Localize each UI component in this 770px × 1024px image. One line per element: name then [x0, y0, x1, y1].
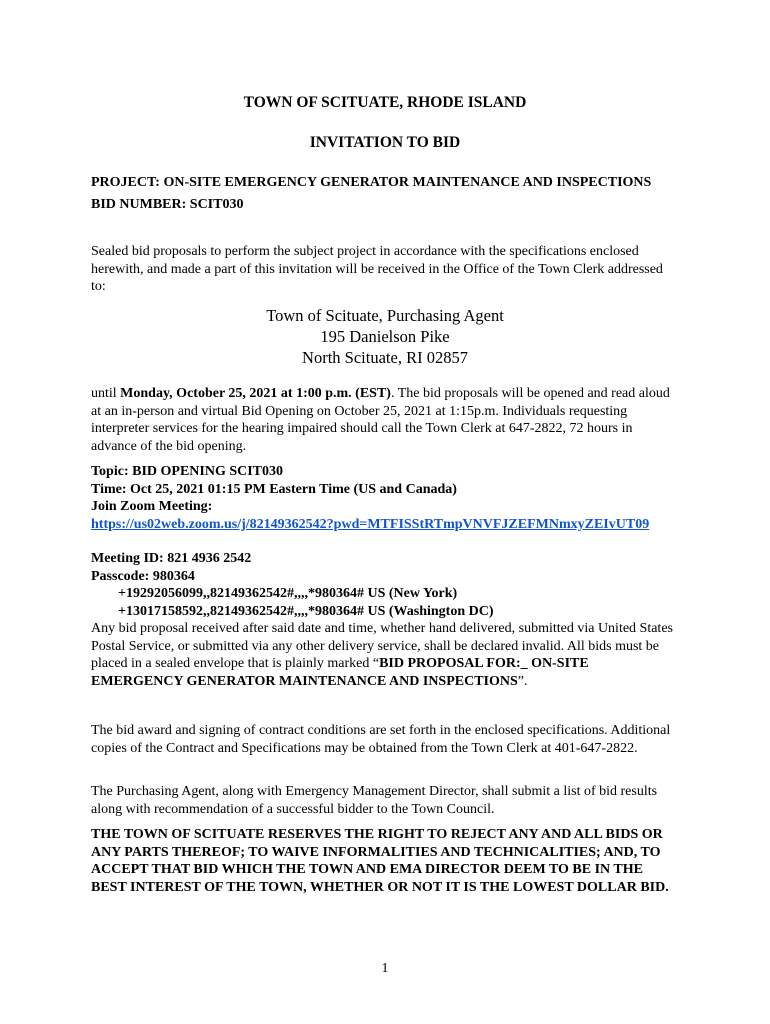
zoom-phone-new-york: +19292056099,,82149362542#,,,,*980364# US (New York)	[118, 586, 458, 601]
reservation-block	[91, 826, 681, 896]
zoom-block	[91, 463, 681, 690]
late-bids-end: ”.	[517, 673, 528, 689]
envelope-marking: BID PROPOSAL FOR:_ ON-SITE EMERGENCY GENERATOR MAINTENANCE AND INSPECTIONS	[91, 656, 589, 689]
purchasing-paragraph: The Purchasing Agent, along with Emergency Management Director, shall submit a list of bid results along with recommendation of a successful bidder to the Town Council.	[91, 784, 658, 817]
address-line-1: Town of Scituate, Purchasing Agent	[266, 306, 504, 325]
zoom-meeting-id: Meeting ID: 821 4936 2542	[91, 551, 252, 566]
deadline-prefix: until	[91, 386, 121, 401]
award-paragraph: The bid award and signing of contract conditions are set forth in the enclosed specifications. Additional copies of the Contract and Specifications may be obtained from the Town Clerk at 401-647-2822.	[91, 723, 671, 756]
address-block	[0, 305, 770, 368]
zoom-passcode: Passcode: 980364	[91, 568, 195, 584]
project-label: PROJECT: ON-SITE EMERGENCY GENERATOR MAINTENANCE AND INSPECTIONS	[91, 175, 652, 190]
late-bids-text: Any bid proposal received after said date and time, whether hand delivered, submitted via United States Postal Service, or submitted via any other delivery service, shall be declared invalid. All bids must be placed in a sealed envelope that is plainly marked “	[91, 621, 673, 671]
purchasing-block	[91, 783, 681, 818]
town-heading: TOWN OF SCITUATE, RHODE ISLAND	[243, 94, 527, 111]
intro-paragraph: Sealed bid proposals to perform the subject project in accordance with the specifications enclosed herewith, and made a part of this invitation will be received in the Office of the Town Clerk addressed to:	[91, 244, 663, 294]
bid-number: BID NUMBER: SCIT030	[91, 196, 244, 212]
page-number: 1	[381, 961, 389, 976]
reservation-paragraph: THE TOWN OF SCITUATE RESERVES THE RIGHT TO REJECT ANY AND ALL BIDS OR ANY PARTS THEREOF; TO WAIVE INFORMALITIES AND TECHNICALITIES; AND, TO ACCEPT THAT BID WHICH THE TOWN AND EMA DIRECTOR DEEM TO BE IN THE BEST INTEREST OF THE TOWN, WHETHER OR NOT IT IS THE LOWEST DOLLAR BID.	[91, 827, 669, 895]
address-line-3: North Scituate, RI 02857	[302, 348, 468, 367]
deadline-paragraph	[91, 385, 681, 455]
zoom-phone-washington: +13017158592,,82149362542#,,,,*980364# US (Washington DC)	[118, 603, 494, 619]
zoom-join-label: Join Zoom Meeting:	[91, 499, 213, 514]
award-block	[91, 722, 681, 757]
project-block	[91, 174, 681, 213]
zoom-time: Time: Oct 25, 2021 01:15 PM Eastern Time (US and Canada)	[91, 481, 457, 497]
deadline-date: Monday, October 25, 2021 at 1:00 p.m. (EST)	[120, 386, 391, 401]
zoom-topic: Topic: BID OPENING SCIT030	[91, 464, 284, 479]
address-line-2: 195 Danielson Pike	[320, 327, 450, 346]
late-bids-paragraph	[91, 620, 681, 690]
intro-paragraph-block	[91, 243, 681, 296]
zoom-meeting-link[interactable]: https://us02web.zoom.us/j/82149362542?pwd=MTFISStRTmpVNVFJZEFMNmxyZEIvUT09	[91, 516, 650, 532]
document-title: INVITATION TO BID	[309, 134, 461, 151]
deadline-block	[91, 385, 681, 455]
deadline-details: . The bid proposals will be opened and read aloud at an in-person and virtual Bid Opening on October 25, 2021 at 1:15p.m. Individuals requesting interpreter services for the hearing impaired should call the Town Clerk at 647-2822, 72 hours in advance of the bid opening.	[91, 386, 670, 454]
